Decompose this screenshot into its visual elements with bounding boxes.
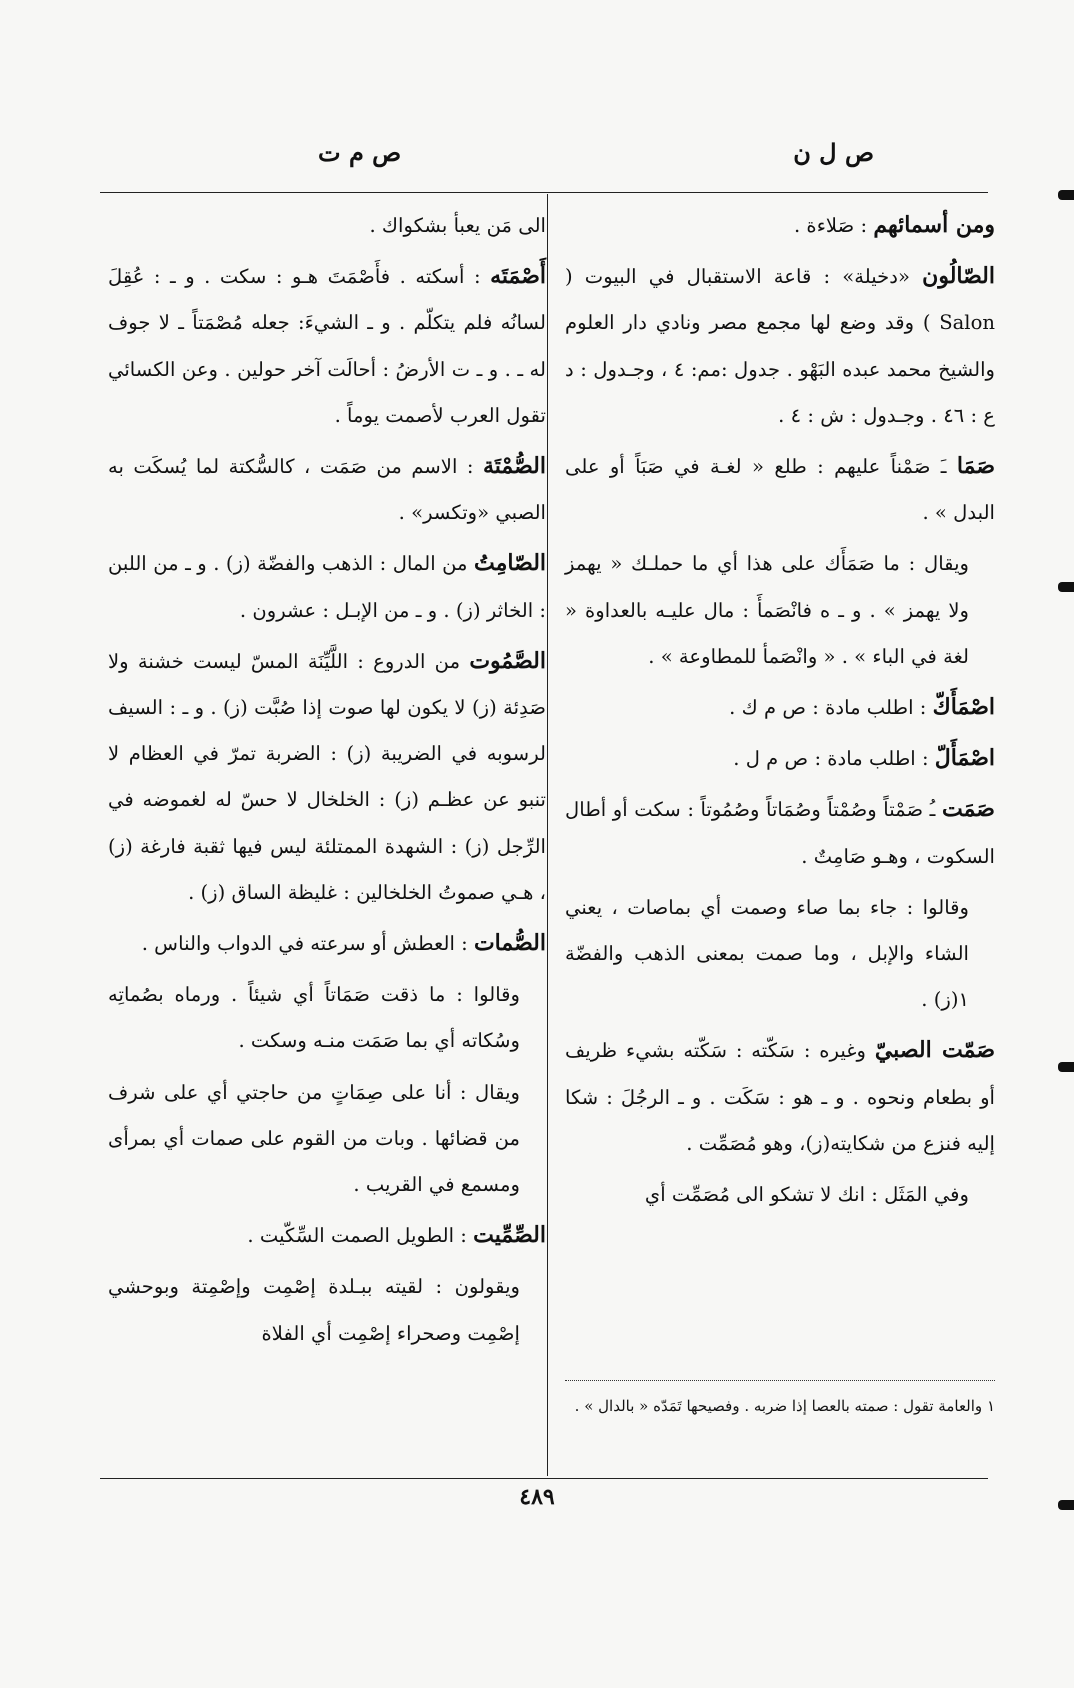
entry-text: : الطويل الصمت السِّكّيت . (247, 1224, 467, 1248)
entry (108, 920, 546, 967)
entry-text: : اطلب مادة : ص م ل . (733, 747, 929, 771)
margin-mark (1058, 1062, 1074, 1072)
entry (565, 735, 995, 782)
entry-text: «دخيلة» : قاعة الاستقبال في البيوت ( Salon ) وقد وضع لها مجمع مصر ونادي دار العلوم والشيخ محمد عبده البَهْو . جدول :مم: ٤ ، وجـدول : د ع : ٤٦ . وجـدول : ش : ٤ . (565, 265, 995, 427)
entry-text: : الاسم من صَمَت ، كالسُّكتة لما يُسكَت به الصبي «وتكسر» . (108, 455, 546, 525)
headword: الصّامِتُ (474, 550, 547, 577)
headword: أَصْمَتَه (490, 263, 547, 290)
entry (565, 202, 995, 249)
entry-text: : أسكته . فأَصْمَتَ هـو : سكت . و ـ : عُقِلَ لسانُه فلم يتكلّم . و ـ الشيءَ: جعله مُصْمَتاً ـ لا جوف له ـ . و ـ ت الأرضُ : أحالَت آخر حولين . وعن الكسائي تقول العرب لأصمت يوماً . (108, 265, 546, 427)
margin-mark (1058, 190, 1074, 200)
entry (565, 253, 995, 439)
margin-mark (1058, 1500, 1074, 1510)
headword: الصُّمات (473, 930, 546, 957)
footnote-separator (565, 1380, 995, 1381)
top-rule (100, 192, 988, 193)
entry (108, 1069, 546, 1209)
entry (108, 202, 546, 249)
headword: صَمّت الصبيّ (874, 1037, 996, 1064)
entry (565, 1171, 995, 1218)
entry-text: ويقال : أنا على صِمَاتٍ من حاجتي أي على شرف من قضائها . وبات من القوم على صمات أي بمرأى ومسمع في القريب . (108, 1080, 520, 1197)
entry-text: وقالوا : جاء بما صاء وصمت أي بماصات ، يعني الشاء والإبل ، وما صمت بمعنى الذهب والفضّة ١(ز) . (565, 895, 969, 1012)
entry (108, 443, 546, 536)
page-number: ٤٨٩ (519, 1484, 555, 1510)
entry (108, 971, 546, 1064)
entry (565, 540, 995, 680)
entry (108, 638, 546, 916)
entry (108, 1263, 546, 1356)
margin-mark (1058, 582, 1074, 592)
entry (565, 1027, 995, 1167)
right-column (565, 202, 995, 1222)
entry-text: : العطش أو سرعته في الدواب والناس . (141, 932, 468, 956)
entry (565, 684, 995, 731)
entry (565, 884, 995, 1024)
bottom-rule (100, 1478, 988, 1479)
entry-text: الى مَن يعبأ بشكواك . (369, 214, 546, 237)
headword: صَمَا (956, 453, 995, 480)
footnote: ١ والعامة تقول : صمته بالعصا إذا ضربه . وفصيحها تَمَدّه « بالدال » . (574, 1397, 995, 1415)
entry (108, 540, 546, 633)
left-column (108, 202, 546, 1361)
entry-text: وقالوا : ما ذقت صَمَاتاً أي شيئاً . ورماه بصُماتِه وسُكاته أي بما صَمَت منـه وسكت . (108, 983, 520, 1053)
entry (565, 786, 995, 879)
entry-text: وغيره : سَكّته : سَكّته بشيء ظريف أو بطعام ونحوه . و ـ هو : سَكَت . و ـ الرجُلَ : شكا إليه فنزع من شكايته(ز)، وهو مُصَمِّت . (565, 1039, 995, 1155)
header-left-root: ص م ت (318, 138, 402, 167)
entry-text: ـُ صَمْتاً وصُمْتاً وصُمَاتاً وصُمُوتاً : سكت أو أطال السكوت ، وهـو صَامِتٌ . (565, 798, 995, 868)
headword: الصُّمْتَة (482, 453, 546, 480)
entry-text: ويقولون : لقيته ببـلدة إصْمِت وإصْمِتة وبوحشي إصْمِت وصحراء إصْمِت أي الفلاة (108, 1275, 520, 1345)
headword: الصّالُون (922, 263, 995, 290)
entry-text: من المال : الذهب والفضّة (ز) . و ـ من اللبن : الخاثر (ز) . و ـ من الإبـل : عشرون . (108, 552, 546, 622)
entry-text: : صَلاءة . (793, 214, 868, 237)
entry-text: من الدروع : اللَّيِّنَة المسّ ليست خشنة ولا صَدِئة (ز) لا يكون لها صوت إذا صُبَّت (ز) . و ـ : السيف لرسوبه في الضريبة (ز) : الضربة تمرّ في العظام لا تنبو عن عظـم (ز) : الخلخال لا حسّ له لغموضه في الرِّجل (ز) : الشهدة الممتلئة ليس فيها ثقبة فارغة (ز) ، هـي صموتُ الخلخالين : غليظة الساق (ز) . (108, 649, 546, 904)
entry (108, 1212, 546, 1259)
column-divider (547, 194, 548, 1476)
headword: الصَّمُوت (469, 647, 547, 674)
headword: الصِّمِّيت (473, 1222, 546, 1249)
headword: اصْمَأَكّ (932, 694, 995, 721)
headword: صَمَت (941, 796, 995, 823)
entry-text: ـَ صَمْناً عليهم : طلع « لغـة في صَبَاً أو على البدل » . (565, 455, 995, 525)
header-right-root: ص ل ن (793, 138, 874, 167)
entry (108, 253, 546, 439)
entry-text: : اطلب مادة : ص م ك . (729, 696, 927, 720)
entry (565, 443, 995, 536)
headword: ومن أسمائهم (873, 212, 995, 238)
entry-text: وفي المَثَل : انك لا تشكو الى مُصَمِّت أي (644, 1183, 969, 1207)
headword: اصْمَأَلّ (934, 745, 995, 772)
entry-text: ويقال : ما صَمَأَك على هذا أي ما حملـك « يهمز ولا يهمز » . و ـ ه فانْصَمأَ : مال عليـه بالعداوة « لغة في الباء » . « وانْصَمأ للمطاوعة » . (565, 552, 969, 668)
